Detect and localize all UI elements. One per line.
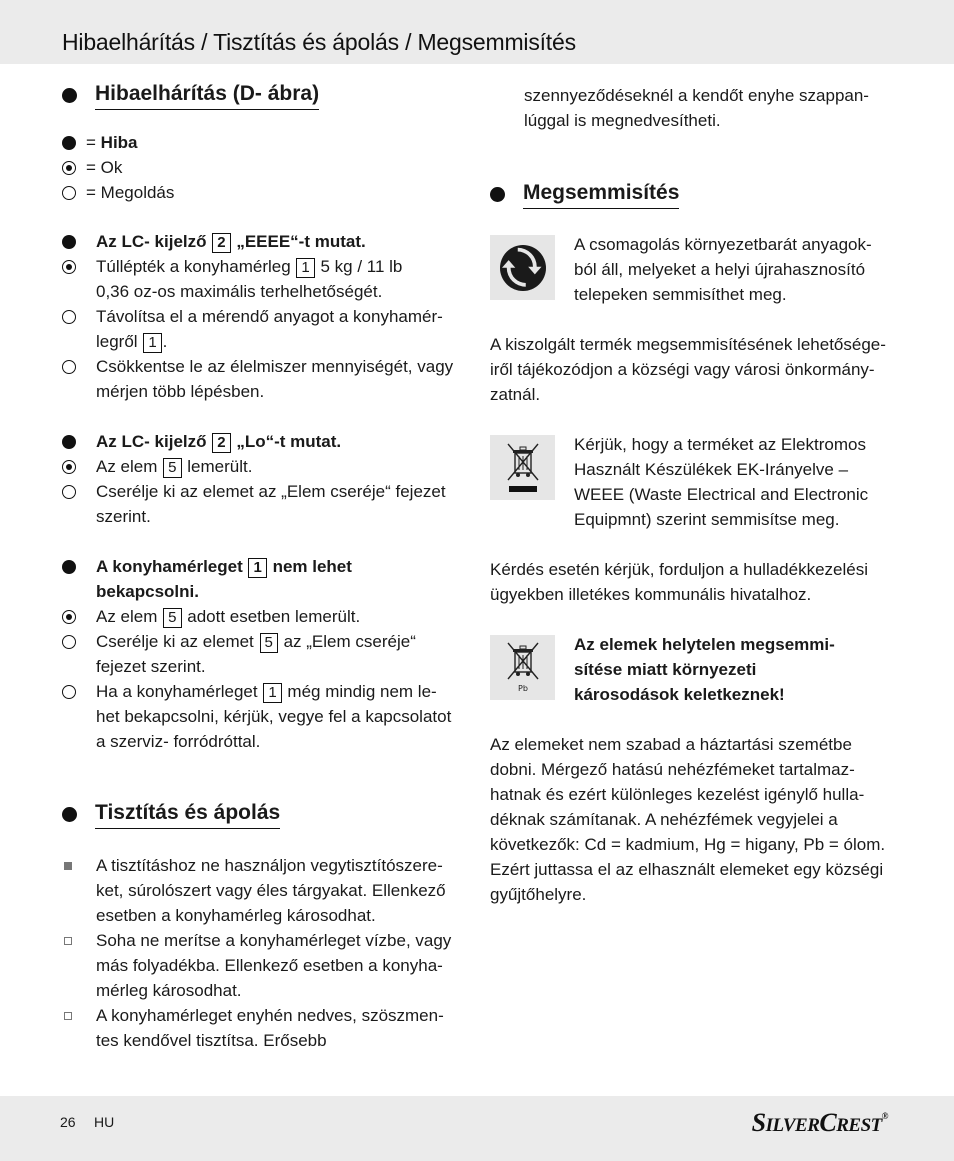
ring-circle-icon: [62, 485, 76, 499]
battery-icon-label: Pb: [517, 683, 528, 693]
troubleshooting-heading: Hibaelhárítás (D- ábra): [62, 80, 472, 110]
packaging-text: A csomagolás környezetbarát anyagok- ból áll, melyeket a helyi újrahasznosító telepeken semmisíthet meg.: [574, 235, 872, 304]
ring-circle-icon: [62, 310, 76, 324]
target-circle-icon: [62, 460, 76, 474]
crossed-bin-icon: [490, 435, 555, 500]
filled-circle-icon: [62, 435, 76, 449]
square-outline-bullet-icon: [64, 1012, 72, 1020]
issue-group-eeee: [62, 229, 472, 404]
section-bullet-icon: [62, 88, 77, 103]
ring-circle-icon: [62, 685, 76, 699]
language-code: HU: [94, 1114, 115, 1130]
battery-warning-block: [490, 632, 900, 707]
page-number: 26: [60, 1114, 76, 1130]
section-bullet-icon: [62, 807, 77, 822]
issue-item: Az LC- kijelző 2 „Lo“-t mutat.: [62, 429, 472, 454]
cleaning-list: [62, 853, 472, 1053]
target-circle-icon: [62, 610, 76, 624]
cause-item: Az elem 5 lemerült.: [62, 454, 472, 479]
target-circle-icon: [62, 161, 76, 175]
battery-warning-text: Az elemek helytelen megsemmi- sítése miatt környezeti károsodások keletkeznek!: [574, 635, 835, 704]
packaging-block: [490, 232, 900, 307]
solution-item: Csökkentse le az élelmiszer mennyiségét, vagy mérjen több lépésben.: [62, 354, 472, 404]
cause-item: Túllépték a konyhamérleg 1 5 kg / 11 lb 0,36 oz-os maximális terhelhetőségét.: [62, 254, 472, 304]
symbol-legend: [62, 130, 472, 205]
filled-circle-icon: [62, 136, 76, 150]
brand-logo: SILVERCREST®: [751, 1108, 888, 1137]
right-column: [490, 83, 900, 907]
issue-item: A konyhamérleget 1 nem lehet bekapcsolni.: [62, 554, 472, 604]
disposal-heading: Megsemmisítés: [490, 179, 900, 209]
solution-item: Távolítsa el a mérendő anyagot a konyhamér- legről 1 .: [62, 304, 472, 354]
issue-item: Az LC- kijelző 2 „EEEE“-t mutat.: [62, 229, 472, 254]
ring-circle-icon: [62, 186, 76, 200]
crossed-bin-battery-icon: [490, 635, 555, 700]
disposal-info-text: A kiszolgált termék megsemmisítésének lehetősége- iről tájékozódjon a községi vagy városi önkormány- zatnál.: [490, 335, 886, 404]
battery-disposal-text: Az elemeket nem szabad a háztartási szemétbe dobni. Mérgező hatású nehézfémeket tartalmaz- hatnak és ezért különleges kezelést igénylő hulla- déknak számítanak. A nehézfémek vegyjelei a következők: Cd = kadmium, Hg = higany, Pb = ólom. Ezért juttassa el az elhasznált elemeket egy községi gyűjtőhelyre.: [490, 735, 886, 904]
square-outline-bullet-icon: [64, 937, 72, 945]
cause-item: Az elem 5 adott esetben lemerült.: [62, 604, 472, 629]
legend-solution: = Megoldás: [62, 180, 472, 205]
solution-item: Cserélje ki az elemet 5 az „Elem cseréje“ fejezet szerint.: [62, 629, 472, 679]
solution-item: Ha a konyhamérleget 1 még mindig nem le- het bekapcsolni, kérjük, vegye fel a kapcsolatot a szerviz- forródróttal.: [62, 679, 472, 754]
questions-text: Kérdés esetén kérjük, forduljon a hulladékkezelési ügyekben illetékes kommunális hivatalhoz.: [490, 560, 869, 604]
list-item: A konyhamérleget enyhén nedves, szöszmen- tes kendővel tisztítsa. Erősebb: [62, 1003, 472, 1053]
ring-circle-icon: [62, 360, 76, 374]
section-bullet-icon: [490, 187, 505, 202]
weee-block: [490, 432, 900, 532]
square-bullet-icon: [64, 862, 72, 870]
cleaning-continuation: szennyeződéseknél a kendőt enyhe szappan- lúggal is megnedvesítheti.: [524, 86, 869, 130]
target-circle-icon: [62, 260, 76, 274]
page-title: Hibaelhárítás / Tisztítás és ápolás / Megsemmisítés: [62, 29, 576, 55]
issue-group-power: [62, 554, 472, 754]
solution-item: Cserélje ki az elemet az „Elem cseréje“ fejezet szerint.: [62, 479, 472, 529]
legend-error: = Hiba: [62, 130, 472, 155]
legend-cause: = Ok: [62, 155, 472, 180]
green-dot-recycling-icon: [490, 235, 555, 300]
weee-text: Kérjük, hogy a terméket az Elektromos Használt Készülékek EK-Irányelve – WEEE (Waste Electrical and Electronic Equipmnt) szerint semmisítse meg.: [574, 435, 869, 529]
list-item: A tisztításhoz ne használjon vegytisztítószere- ket, súrolószert vagy éles tárgyakat. Ellenkező esetben a konyhamérleg károsodhat.: [62, 853, 472, 928]
issue-group-lo: [62, 429, 472, 529]
left-column: [62, 78, 472, 1053]
filled-circle-icon: [62, 560, 76, 574]
filled-circle-icon: [62, 235, 76, 249]
cleaning-heading: Tisztítás és ápolás: [62, 799, 472, 829]
ring-circle-icon: [62, 635, 76, 649]
list-item: Soha ne merítse a konyhamérleget vízbe, vagy más folyadékba. Ellenkező esetben a konyha- mérleg károsodhat.: [62, 928, 472, 1003]
